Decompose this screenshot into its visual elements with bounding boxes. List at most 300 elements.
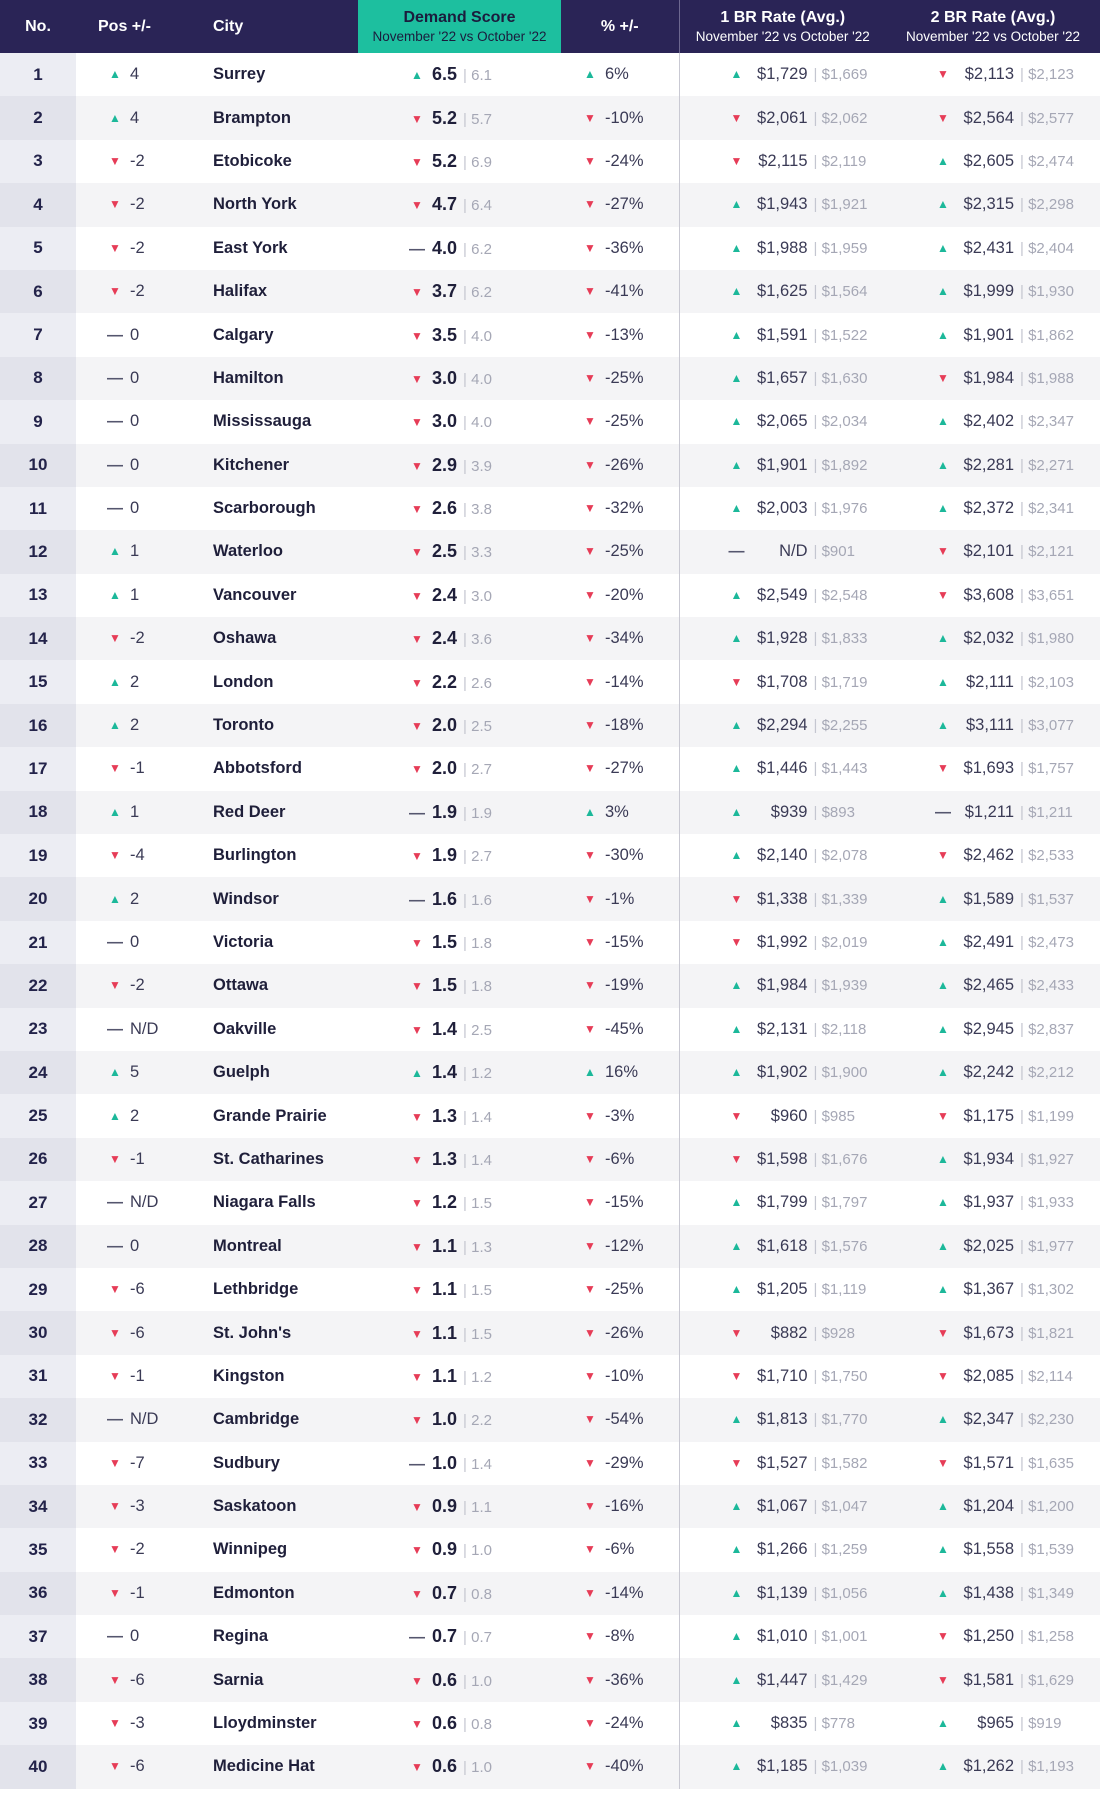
city-name: Saskatoon [191,1485,358,1528]
city-name: Winnipeg [213,1540,288,1559]
arrow-down-icon: ▼ [411,1283,423,1298]
demand-score-previous: | 6.2 [463,241,492,258]
position-change-value: 0 [130,933,140,951]
br2-rate-cell [886,1181,1100,1224]
br2-rate-current: $2,242 [963,1063,1014,1082]
pct-change-value: -20% [605,585,644,604]
arrow-down-icon: ▼ [584,153,596,168]
header-city[interactable]: City [191,0,358,53]
arrow-up-icon: ▲ [937,1021,949,1036]
demand-score-current: 4.0 [432,237,458,258]
position-change-value: 0 [130,1236,140,1255]
br1-rate-cell [679,791,886,834]
arrow-up-icon: ▲ [730,978,743,993]
arrow-down-icon: ▼ [109,631,121,646]
table-row [0,1615,1100,1658]
position-change-value: -2 [130,282,145,301]
header-2br-title: 2 BR Rate (Avg.) [930,9,1056,26]
position-change-cell [76,270,191,313]
pct-change-cell [561,617,679,660]
rank-number: 32 [0,1398,76,1441]
position-change-value: 0 [130,1627,140,1646]
br2-rate-cell [886,1398,1100,1441]
demand-score-current: 6.5 [432,64,458,85]
rank-number: 8 [0,357,76,400]
city-name: East York [213,238,288,257]
position-change-value: 4 [130,108,140,127]
br2-rate-cell [886,1615,1100,1658]
position-change-cell [76,877,191,920]
city-name: Mississauga [213,412,312,431]
demand-score-previous: | 1.0 [463,1759,492,1776]
arrow-down-icon: ▼ [584,197,596,212]
header-demand-title: Demand Score [403,9,516,26]
arrow-up-icon: ▲ [937,501,949,516]
br2-rate-current: $2,491 [963,933,1014,951]
br2-rate-previous: | $2,473 [1020,934,1074,951]
city-name: Kitchener [191,444,358,487]
city-name: Halifax [191,270,358,313]
city-name: Ottawa [191,964,358,1007]
city-name: London [213,672,274,691]
position-change-cell [76,1138,191,1181]
br2-rate-current: $1,367 [963,1280,1014,1299]
arrow-down-icon: ▼ [411,328,423,343]
demand-score-current: 1.1 [432,1322,458,1343]
br2-rate-current: $1,438 [963,1583,1014,1602]
pct-change-cell [561,227,679,270]
br1-rate-previous: | $1,339 [814,891,868,908]
table-row [0,1355,1100,1398]
position-change-value: 0 [130,325,140,344]
no-change-dash-icon: — [107,1020,123,1038]
pct-change-value: -27% [605,759,644,778]
pct-change-cell [561,1485,679,1528]
pct-change-cell [561,1051,679,1094]
pct-change-value: -25% [605,1280,644,1299]
br1-rate-cell [679,357,886,400]
pct-change-cell [561,1702,679,1745]
br2-rate-current: $3,111 [965,716,1014,735]
city-name: St. Catharines [191,1138,358,1181]
arrow-down-icon: ▼ [584,1585,596,1600]
br1-rate-cell [679,1658,886,1701]
table-row [0,227,1100,270]
position-change-cell [76,357,191,400]
br1-rate-current: $1,527 [757,1453,808,1472]
arrow-down-icon: ▼ [730,153,743,168]
arrow-down-icon: ▼ [730,1368,743,1383]
arrow-up-icon: ▲ [730,67,743,82]
arrow-up-icon: ▲ [730,1499,743,1514]
arrow-down-icon: ▼ [109,978,121,993]
arrow-up-icon: ▲ [109,110,121,125]
br2-rate-current: $1,262 [963,1757,1014,1776]
arrow-down-icon: ▼ [584,848,596,863]
br1-rate-cell [679,53,886,96]
br1-rate-current: $2,549 [757,585,808,604]
table-row [0,704,1100,747]
br1-rate-current: $1,984 [757,976,808,995]
br2-rate-cell [886,1528,1100,1571]
header-demand-score[interactable] [358,0,561,53]
header-pct-change[interactable]: % +/- [561,0,679,53]
pct-change-cell [561,1442,679,1485]
br2-rate-cell [886,487,1100,530]
arrow-up-icon: ▲ [937,1759,949,1774]
table-row [0,834,1100,877]
br1-rate-previous: | $1,669 [814,66,868,83]
br2-rate-cell [886,1355,1100,1398]
br2-rate-cell [886,444,1100,487]
rank-number: 33 [0,1442,76,1485]
br1-rate-current: $1,446 [757,759,808,778]
city-name: Kingston [213,1366,285,1385]
demand-score-current: 2.9 [432,454,458,475]
arrow-down-icon: ▼ [411,415,423,430]
city-name: Brampton [191,96,358,139]
position-change-value: 1 [130,802,140,821]
pct-change-value: -36% [605,238,644,257]
demand-score-previous: | 1.0 [463,1542,492,1559]
arrow-up-icon: ▲ [937,674,949,689]
pct-change-cell [561,1138,679,1181]
demand-score-current: 1.9 [432,801,458,822]
position-change-value: 2 [130,889,140,908]
arrow-down-icon: ▼ [584,544,596,559]
rank-number: 39 [0,1702,76,1745]
br1-rate-previous: | $1,047 [814,1498,868,1515]
rank-number: 11 [0,487,76,530]
demand-score-current: 3.5 [432,324,458,345]
header-1br-rate[interactable] [679,0,886,53]
rank-number: 3 [0,140,76,183]
br1-rate-cell [679,183,886,226]
pct-change-cell [561,96,679,139]
header-2br-rate[interactable] [886,0,1100,53]
table-row [0,964,1100,1007]
table-row [0,1094,1100,1137]
rank-number: 13 [0,574,76,617]
br2-rate-current: $2,025 [963,1236,1014,1255]
arrow-down-icon: ▼ [109,1585,121,1600]
arrow-up-icon: ▲ [109,587,121,602]
arrow-down-icon: ▼ [584,674,596,689]
position-change-cell [76,1745,191,1788]
br2-rate-previous: | $2,114 [1020,1368,1073,1385]
header-1br-subtitle: November '22 vs October '22 [695,29,870,44]
arrow-up-icon: ▲ [109,1108,121,1123]
demand-score-previous: | 1.8 [463,935,492,952]
demand-score-current: 2.0 [432,715,458,736]
arrow-down-icon: ▼ [109,1282,121,1297]
br1-rate-cell [679,1355,886,1398]
arrow-down-icon: ▼ [584,284,596,299]
br2-rate-current: $1,250 [963,1627,1014,1646]
arrow-down-icon: ▼ [584,414,596,429]
table-row [0,1138,1100,1181]
br2-rate-current: $1,204 [963,1497,1014,1516]
br2-rate-current: $1,984 [963,368,1014,387]
arrow-down-icon: ▼ [411,1760,423,1775]
rank-number: 28 [0,1225,76,1268]
arrow-up-icon: ▲ [730,1282,743,1297]
demand-score-cell [358,444,561,487]
arrow-up-icon: ▲ [730,1065,743,1080]
table-row [0,1745,1100,1788]
demand-score-cell [358,227,561,270]
arrow-down-icon: ▼ [411,458,423,473]
pct-change-value: 16% [605,1063,639,1082]
br2-rate-cell [886,1051,1100,1094]
rank-number: 27 [0,1181,76,1224]
arrow-up-icon: ▲ [730,284,743,299]
arrow-up-icon: ▲ [109,804,121,819]
pct-change-value: -41% [605,282,644,301]
position-change-value: -2 [130,195,145,214]
header-row [0,0,1100,53]
arrow-down-icon: ▼ [411,588,423,603]
pct-change-value: -6% [605,1149,635,1168]
arrow-down-icon: ▼ [584,1195,596,1210]
br2-rate-cell [886,1008,1100,1051]
pct-change-cell [561,704,679,747]
table-row [0,183,1100,226]
position-change-cell [76,227,191,270]
br2-rate-current: $1,937 [963,1193,1014,1212]
br1-rate-current: $1,338 [757,889,808,908]
demand-score-cell [358,313,561,356]
arrow-up-icon: ▲ [584,804,596,819]
br1-rate-cell [679,530,886,573]
table-row [0,574,1100,617]
br2-rate-current: $965 [977,1714,1014,1733]
arrow-down-icon: ▼ [584,935,596,949]
demand-score-cell [358,1442,561,1485]
br1-rate-current: N/D [779,542,808,561]
arrow-up-icon: ▲ [730,370,743,385]
arrow-down-icon: ▼ [584,1672,596,1687]
arrow-down-icon: ▼ [937,1325,949,1340]
pct-change-value: -10% [605,1366,644,1385]
demand-score-previous: | 3.3 [463,544,492,561]
arrow-down-icon: ▼ [584,587,596,602]
arrow-up-icon: ▲ [937,978,949,993]
demand-score-cell [358,834,561,877]
demand-score-previous: | 6.2 [463,284,492,301]
table-row [0,357,1100,400]
br2-rate-previous: | $2,837 [1020,1021,1074,1038]
arrow-down-icon: ▼ [730,891,743,906]
demand-score-current: 2.4 [432,628,458,649]
table-row [0,400,1100,443]
arrow-up-icon: ▲ [730,1021,743,1036]
rank-number: 14 [0,617,76,660]
arrow-up-icon: ▲ [730,414,743,429]
demand-score-current: 0.7 [432,1582,458,1603]
br1-rate-current: $1,813 [757,1410,808,1429]
pct-change-cell [561,313,679,356]
arrow-down-icon: ▼ [584,1282,596,1297]
header-pos-change[interactable]: Pos +/- [76,0,191,53]
demand-score-cell [358,1745,561,1788]
demand-score-cell [358,1528,561,1571]
br2-rate-previous: | $1,757 [1020,760,1074,777]
br1-rate-cell [679,1008,886,1051]
arrow-down-icon: ▼ [937,1108,949,1123]
pct-change-cell [561,1311,679,1354]
br1-rate-previous: | $1,564 [814,283,868,300]
br1-rate-cell [679,617,886,660]
br2-rate-current: $2,347 [963,1410,1014,1429]
demand-score-cell [358,704,561,747]
position-change-value: -2 [130,976,145,995]
br1-rate-cell [679,747,886,790]
pct-change-value: -24% [605,1714,644,1733]
demand-score-cell [358,1355,561,1398]
city-name: Etobicoke [213,151,292,170]
demand-score-previous: | 6.4 [463,197,492,214]
pct-change-cell [561,1528,679,1571]
br1-rate-current: $2,140 [757,846,808,865]
rank-number: 5 [0,227,76,270]
demand-score-cell [358,1268,561,1311]
pct-change-cell [561,574,679,617]
demand-score-previous: | 6.9 [463,154,492,171]
br1-rate-previous: | $1,576 [814,1238,868,1255]
table-row [0,1398,1100,1441]
rank-number: 40 [0,1745,76,1788]
br1-rate-previous: | $1,750 [814,1368,868,1385]
br2-rate-current: $2,032 [963,629,1014,648]
arrow-up-icon: ▲ [730,1759,743,1774]
pct-change-value: -25% [605,542,644,561]
city-name: Burlington [213,846,297,865]
br2-rate-cell [886,400,1100,443]
br1-rate-current: $1,708 [757,672,808,691]
br1-rate-cell [679,921,886,964]
br1-rate-cell [679,1745,886,1788]
demand-score-current: 1.1 [432,1365,458,1386]
demand-score-previous: | 0.8 [463,1716,492,1733]
city-name: Cambridge [191,1398,358,1441]
demand-score-previous: | 2.7 [463,848,492,865]
br2-rate-cell [886,1745,1100,1788]
arrow-up-icon: ▲ [730,1672,743,1687]
br1-rate-current: $1,618 [757,1236,808,1255]
arrow-up-icon: ▲ [937,284,949,299]
br2-rate-previous: | $2,533 [1020,847,1074,864]
table-row [0,660,1100,703]
br2-rate-cell [886,357,1100,400]
br1-rate-current: $939 [770,802,808,821]
table-row [0,791,1100,834]
header-no[interactable]: No. [0,0,76,53]
rank-number: 6 [0,270,76,313]
arrow-up-icon: ▲ [584,67,596,82]
table-row [0,1702,1100,1745]
position-change-value: 1 [130,585,140,604]
arrow-up-icon: ▲ [730,240,743,255]
arrow-down-icon: ▼ [584,1368,596,1383]
pct-change-cell [561,877,679,920]
arrow-down-icon: ▼ [937,1629,949,1644]
arrow-down-icon: ▼ [937,67,949,82]
pct-change-value: -8% [605,1627,635,1646]
demand-score-current: 3.7 [432,281,458,302]
br2-rate-current: $2,431 [963,238,1014,257]
position-change-cell [76,704,191,747]
br1-rate-cell [679,964,886,1007]
pct-change-value: -13% [605,325,644,344]
pct-change-value: -36% [605,1670,644,1689]
pct-change-value: -45% [605,1019,644,1038]
br2-rate-cell [886,834,1100,877]
position-change-cell [76,1442,191,1485]
demand-score-cell [358,1181,561,1224]
br2-rate-previous: | $1,258 [1020,1628,1074,1645]
arrow-up-icon: ▲ [730,1716,743,1731]
br2-rate-previous: | $2,347 [1020,413,1074,430]
arrow-down-icon: ▼ [937,1672,949,1687]
arrow-up-icon: ▲ [109,67,121,82]
br1-rate-cell [679,227,886,270]
rank-number: 38 [0,1658,76,1701]
br1-rate-previous: | $1,959 [814,240,868,257]
arrow-down-icon: ▼ [411,1413,423,1428]
pct-change-cell [561,1658,679,1701]
position-change-value: 5 [130,1063,140,1082]
arrow-down-icon: ▼ [109,1759,121,1774]
demand-score-current: 3.0 [432,367,458,388]
br1-rate-cell [679,1311,886,1354]
position-change-cell [76,747,191,790]
br2-rate-current: $1,934 [963,1149,1014,1168]
demand-score-current: 0.6 [432,1713,458,1734]
br2-rate-current: $1,581 [963,1670,1014,1689]
br1-rate-previous: | $1,630 [814,370,868,387]
pct-change-value: -14% [605,672,644,691]
demand-score-current: 1.4 [432,1018,458,1039]
demand-score-current: 5.2 [432,107,458,128]
br2-rate-cell [886,1702,1100,1745]
arrow-down-icon: ▼ [584,1238,596,1253]
pct-change-cell [561,183,679,226]
arrow-up-icon: ▲ [937,1195,949,1210]
demand-score-cell [358,487,561,530]
pct-change-value: -25% [605,412,644,431]
arrow-down-icon: ▼ [584,1542,596,1557]
arrow-up-icon: ▲ [730,1195,743,1210]
table-row [0,877,1100,920]
demand-score-cell [358,1572,561,1615]
position-change-cell [76,964,191,1007]
arrow-down-icon: ▼ [584,1455,596,1470]
rank-number: 20 [0,877,76,920]
br1-rate-cell [679,1094,886,1137]
arrow-down-icon: ▼ [411,1239,423,1254]
arrow-down-icon: ▼ [730,1455,743,1470]
position-change-cell [76,1355,191,1398]
br2-rate-cell [886,1442,1100,1485]
pct-change-value: -25% [605,368,644,387]
br2-rate-current: $2,465 [963,976,1014,995]
demand-score-previous: | 3.0 [463,588,492,605]
demand-score-cell [358,96,561,139]
arrow-down-icon: ▼ [937,761,949,776]
arrow-up-icon: ▲ [937,1499,949,1514]
br1-rate-previous: | $1,056 [814,1585,868,1602]
